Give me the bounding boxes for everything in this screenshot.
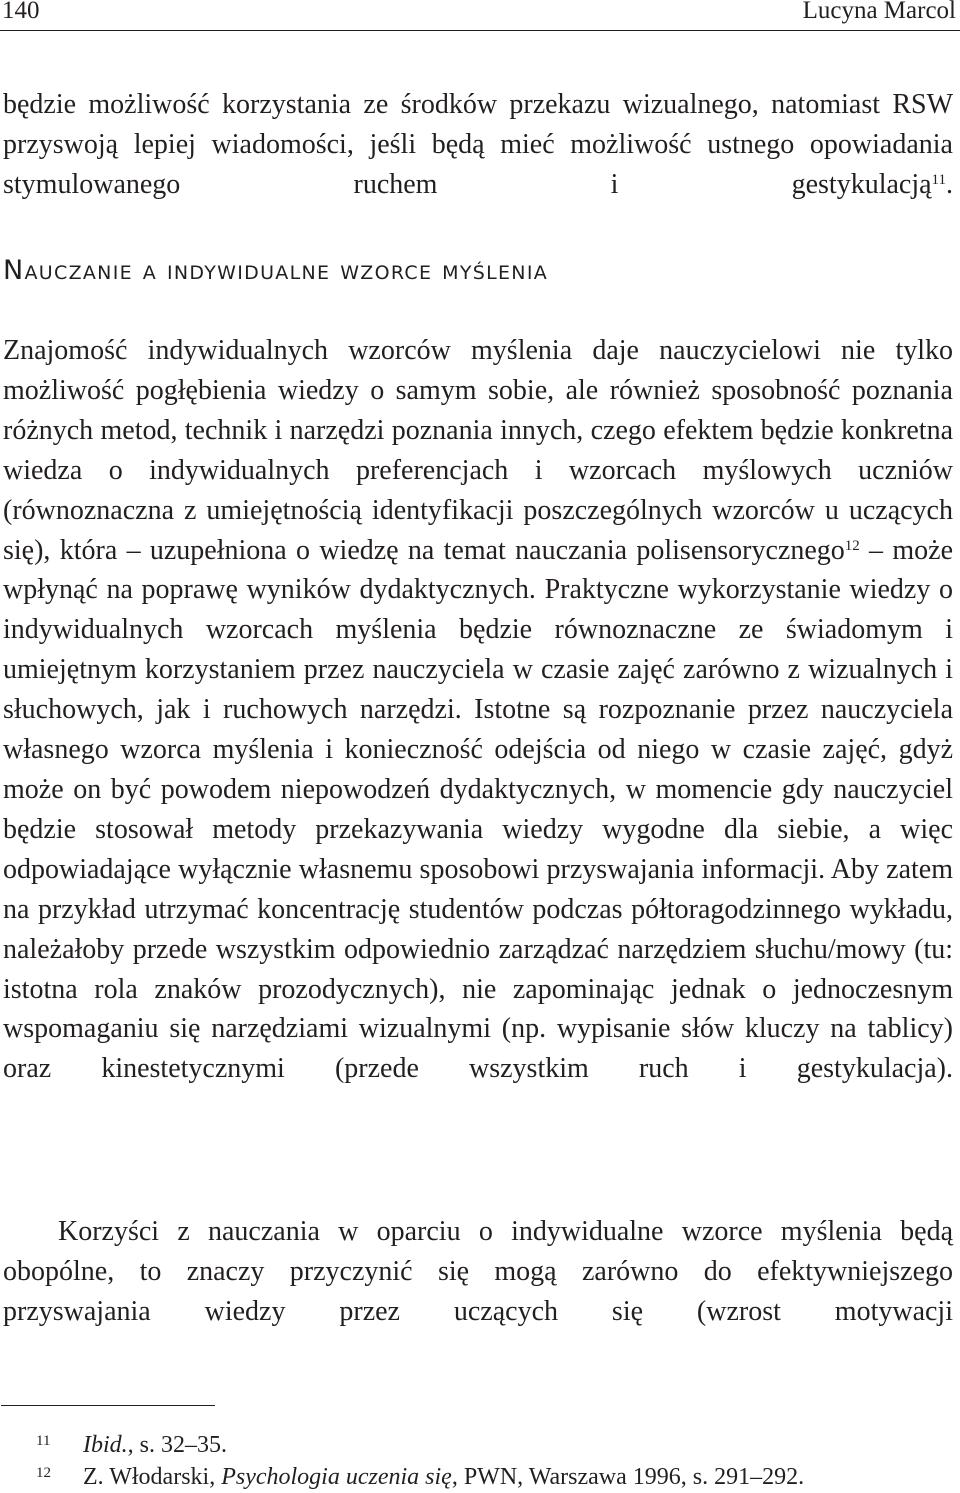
footnote-text bbox=[83, 1462, 804, 1492]
footnote-separator bbox=[1, 1405, 215, 1406]
footnote-publication: , PWN, Warszawa 1996, s. 291–292. bbox=[451, 1464, 805, 1490]
footnote-number: 12 bbox=[36, 1465, 51, 1481]
section-heading: Nauczanie a indywidualne wzorce myślenia bbox=[3, 255, 549, 286]
paragraph-1 bbox=[3, 85, 953, 205]
footnote-ref-12[interactable]: 12 bbox=[844, 537, 860, 554]
paragraph-2-text-after-ref: – może wpłynąć na poprawę wyników dydaktycznych. Praktyczne wykorzystanie wiedzy o indywidualnych wzorcach myślenia będzie równoznaczne ze świadomym i umiejętnym korzystaniem przez nauczyciela w czasie zajęć zarówno z wizualnych i słuchowych, jak i ruchowych narzędzi. Istotne są rozpoznanie przez nauczyciela własnego wzorca myślenia i konieczność odejścia od niego w czasie zajęć, gdyż może on być powodem niepowodzeń dydaktycznych, w momencie gdy nauczyciel będzie stosował metody przekazywania wiedzy wygodne dla siebie, a więc odpowiadające wyłącznie własnemu sposobowi przyswajania informacji. Aby zatem na przykład utrzymać koncentrację studentów podczas półtoragodzinnego wykładu, należałoby przede wszystkim odpowiednio zarządzać narzędziem słuchu/mowy (tu: istotna rola znaków prozodycznych), nie zapominając jednak o jednoczesnym wspomaganiu się narzędziami wizualnymi (np. wypisanie słów kluczy na tablicy) oraz kinestetycznymi (przede wszystkim ruch i gestykulacja). bbox=[3, 534, 953, 1085]
paragraph-1-text: będzie możliwość korzystania ze środków przekazu wizualnego, natomiast RSW przyswoją lepiej wiadomości, jeśli będą mieć możliwość ustnego opowiadania stymulowanego ruchem i gestykulacją bbox=[3, 89, 953, 200]
footnote-italic-source: Ibid. bbox=[83, 1432, 128, 1458]
running-header-author: Lucyna Marcol bbox=[802, 0, 956, 24]
paragraph-2-text-before-ref: Znajomość indywidualnych wzorców myślenia daje nauczycielowi nie tylko możliwość pogłębienia wiedzy o samym sobie, ale również sposobność poznania różnych metod, technik i narzędzi poznania innych, czego efektem będzie konkretna wiedza o indywidualnych preferencjach i wzorcach myślowych uczniów (równoznaczna z umiejętnością identyfikacji poszczególnych wzorców u uczących się), która – uzupełniona o wiedzę na temat nauczania polisensorycznego bbox=[3, 335, 953, 566]
page-number: 140 bbox=[2, 0, 40, 24]
footnote-ref-11[interactable]: 11 bbox=[931, 171, 946, 188]
paragraph-2 bbox=[3, 331, 953, 1089]
running-header bbox=[0, 0, 960, 31]
paragraph-3: Korzyści z nauczania w oparciu o indywidualne wzorce myślenia będą obopólne, to znaczy przyczynić się mogą zarówno do efektywniejszego przyswajania wiedzy przez uczących się (wzrost motywacji bbox=[3, 1216, 953, 1327]
paragraph-1-end: . bbox=[946, 168, 953, 200]
footnote-number: 11 bbox=[36, 1433, 51, 1449]
footnote-author: Z. Włodarski, bbox=[83, 1464, 222, 1490]
footnote-pages: , s. 32–35. bbox=[127, 1432, 228, 1458]
footnote-text bbox=[83, 1430, 227, 1460]
footnote-italic-title: Psychologia uczenia się bbox=[221, 1464, 452, 1490]
